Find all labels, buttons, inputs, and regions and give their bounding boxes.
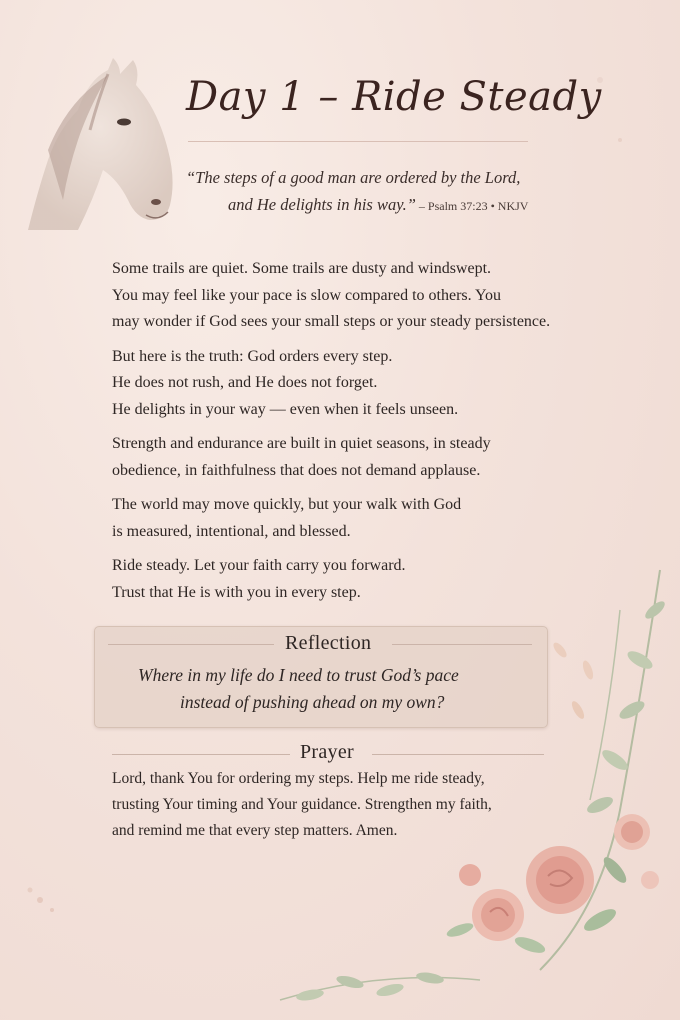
- text-line: obedience, in faithfulness that does not demand applause.: [112, 461, 481, 479]
- text-line: The world may move quickly, but your walk with God: [112, 496, 462, 513]
- paragraph: [112, 344, 592, 424]
- reflection-rule-left: [108, 644, 274, 645]
- text-line: But here is the truth: God orders every step.: [112, 347, 393, 365]
- reflection-rule-right: [392, 644, 532, 645]
- prayer-line: Lord, thank You for ordering my steps. Help me ride steady,: [112, 770, 485, 787]
- text-line: Trust that He is with you in every step.: [112, 583, 361, 601]
- text-line: He does not rush, and He does not forget.: [112, 374, 378, 391]
- paragraph: [112, 256, 592, 336]
- prayer-text: [112, 766, 592, 844]
- paragraph: [112, 492, 592, 545]
- text-line: Ride steady. Let your faith carry you forward.: [112, 557, 406, 574]
- page-title: Day 1 – Ride Steady: [186, 74, 602, 120]
- reflection-heading: Reflection: [285, 632, 372, 654]
- prayer-heading: Prayer: [300, 741, 354, 763]
- horse-head-illustration: [8, 40, 208, 240]
- verse-reference: – Psalm 37:23 • NKJV: [415, 199, 529, 213]
- text-line: Some trails are quiet. Some trails are dusty and windswept.: [112, 260, 492, 277]
- title-divider: [188, 141, 528, 142]
- reflection-line-2: instead of pushing ahead on my own?: [180, 692, 445, 712]
- text-line: He delights in your way — even when it feels unseen.: [112, 400, 459, 418]
- prayer-rule-left: [112, 754, 290, 755]
- verse-text: and He delights in his way.”: [228, 195, 416, 214]
- verse-line-2: [186, 191, 586, 220]
- paragraph: [112, 431, 592, 484]
- text-line: Strength and endurance are built in quiet seasons, in steady: [112, 435, 491, 452]
- reflection-question: [138, 662, 538, 716]
- prayer-line: trusting Your timing and Your guidance. Strengthen my faith,: [112, 796, 492, 813]
- text-line: is measured, intentional, and blessed.: [112, 522, 351, 540]
- prayer-line: and remind me that every step matters. Amen.: [112, 822, 398, 839]
- reflection-line-1: Where in my life do I need to trust God’s pace: [138, 665, 459, 685]
- prayer-rule-right: [372, 754, 544, 755]
- verse-line-1: “The steps of a good man are ordered by the Lord,: [186, 168, 521, 187]
- text-line: may wonder if God sees your small steps or your steady persistence.: [112, 313, 551, 330]
- scripture-verse: [186, 164, 586, 220]
- text-line: You may feel like your pace is slow compared to others. You: [112, 286, 501, 304]
